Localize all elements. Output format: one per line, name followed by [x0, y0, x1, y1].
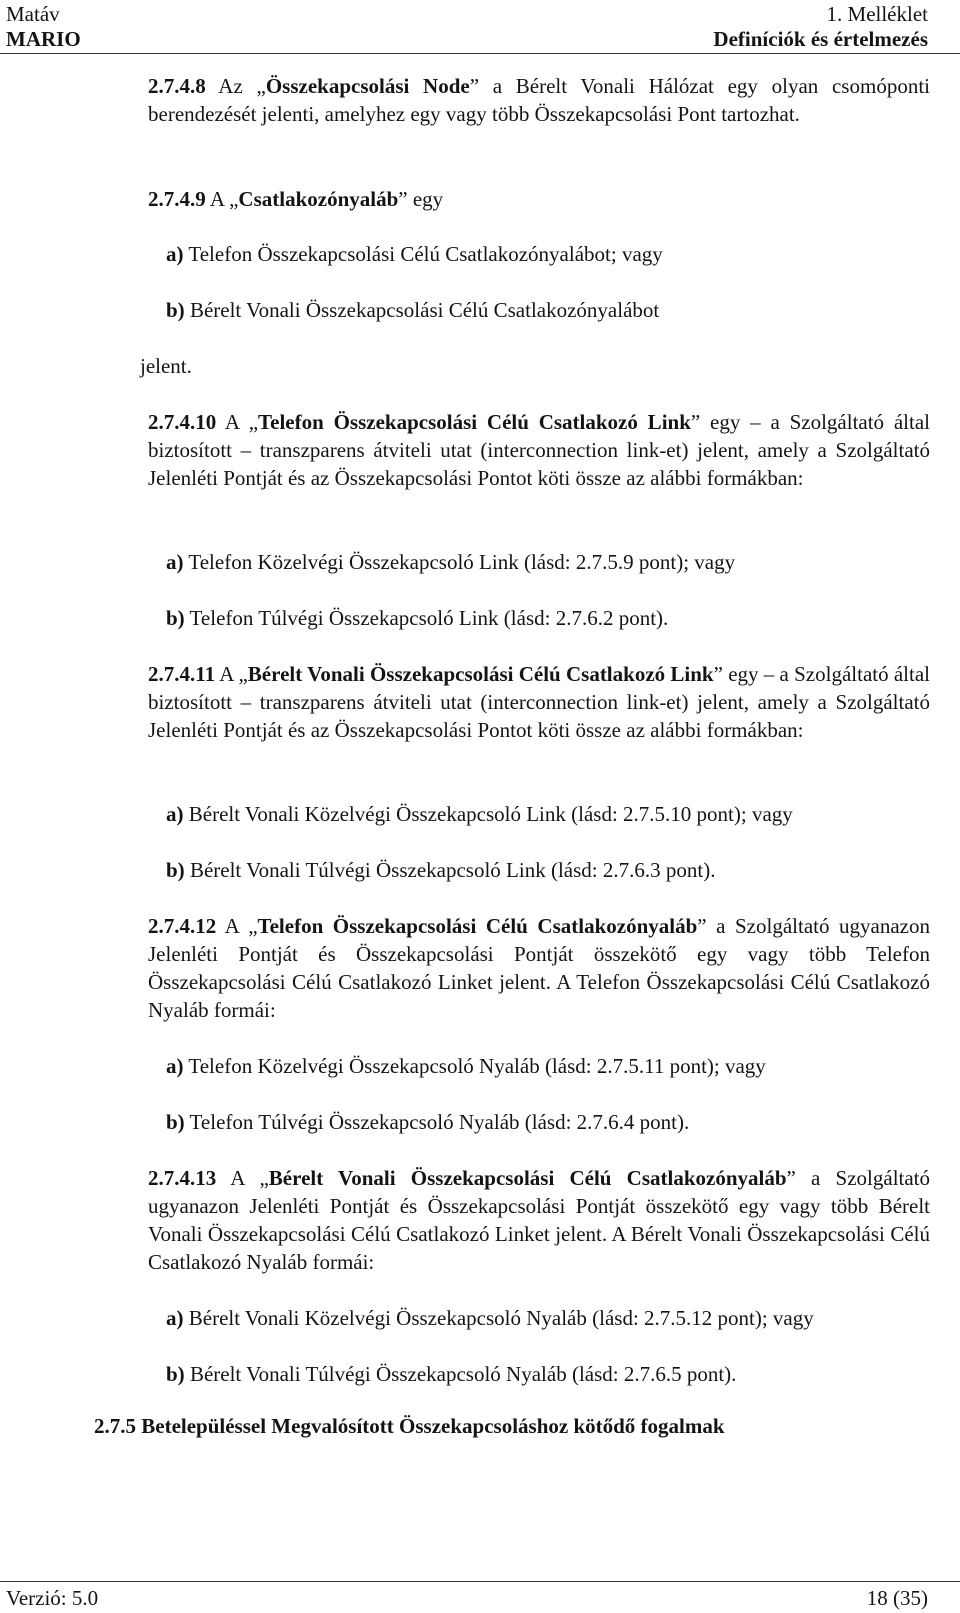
list-item-b: b) Bérelt Vonali Túlvégi Összekapcsoló Link (lásd: 2.7.6.3 pont).: [166, 858, 716, 882]
header-project: MARIO: [6, 27, 81, 51]
paragraph-2-7-4-11: 2.7.4.11 A „Bérelt Vonali Összekapcsolási Célú Csatlakozó Link” egy – a Szolgáltató által biztosított – transzparens átviteli utat (interconnection link-et) jelent, amely a Szolgáltató Jelenléti Pontját és az Összekapcsolási Pontot köti össze az alábbi formákban:: [148, 662, 930, 742]
paragraph-number: 2.7.4.11: [148, 662, 216, 686]
footer-page-number: 18 (35): [866, 1586, 928, 1610]
defined-term: Telefon Összekapcsolási Célú Csatlakozó Link: [258, 410, 691, 434]
closing-text: jelent.: [140, 354, 192, 378]
paragraph-2-7-4-8: 2.7.4.8 Az „Összekapcsolási Node” a Bérelt Vonali Hálózat egy olyan csomóponti berendezését jelenti, amelyhez egy vagy több Összekapcsolási Pont tartozhat.: [148, 74, 930, 126]
list-item-a: a) Telefon Közelvégi Összekapcsoló Nyaláb (lásd: 2.7.5.11 pont); vagy: [166, 1054, 766, 1078]
list-item-b: b) Telefon Túlvégi Összekapcsoló Link (lásd: 2.7.6.2 pont).: [166, 606, 669, 630]
header-annex: 1. Melléklet: [826, 2, 928, 26]
defined-term: Összekapcsolási Node: [265, 74, 470, 98]
paragraph-2-7-4-12: 2.7.4.12 A „Telefon Összekapcsolási Célú Csatlakozónyaláb” a Szolgáltató ugyanazon Jelenléti Pontját és Összekapcsolási Pontját összekötő egy vagy több Telefon Összekapcsolási Célú Csatlakozó Linket jelent. A Telefon Összekapcsolási Célú Csatlakozó Nyaláb formái:: [148, 914, 930, 1022]
defined-term: Bérelt Vonali Összekapcsolási Célú Csatlakozó Link: [247, 662, 714, 686]
list-item-b: b) Bérelt Vonali Túlvégi Összekapcsoló Nyaláb (lásd: 2.7.6.5 pont).: [166, 1362, 737, 1386]
list-item-b: b) Telefon Túlvégi Összekapcsoló Nyaláb (lásd: 2.7.6.4 pont).: [166, 1110, 690, 1134]
paragraph-number: 2.7.4.13: [148, 1166, 217, 1190]
defined-term: Telefon Összekapcsolási Célú Csatlakozónyaláb: [257, 914, 698, 938]
paragraph-2-7-4-10: 2.7.4.10 A „Telefon Összekapcsolási Célú Csatlakozó Link” egy – a Szolgáltató által biztosított – transzparens átviteli utat (interconnection link-et) jelent, amely a Szolgáltató Jelenléti Pontját és az Összekapcsolási Pontot köti össze az alábbi formákban:: [148, 410, 931, 490]
list-item-a: a) Telefon Közelvégi Összekapcsoló Link (lásd: 2.7.5.9 pont); vagy: [166, 550, 736, 574]
header-divider: [0, 53, 960, 54]
defined-term: Bérelt Vonali Összekapcsolási Célú Csatlakozónyaláb: [268, 1166, 787, 1190]
footer-divider: [0, 1581, 960, 1582]
paragraph-number: 2.7.4.10: [148, 410, 217, 434]
list-item-a: a) Bérelt Vonali Közelvégi Összekapcsoló Nyaláb (lásd: 2.7.5.12 pont); vagy: [166, 1306, 814, 1330]
paragraph-number: 2.7.4.8: [148, 74, 206, 98]
section-heading: 2.7.5 Betelepüléssel Megvalósított Összekapcsoláshoz kötődő fogalmak: [94, 1414, 725, 1438]
footer-version: Verzió: 5.0: [6, 1586, 99, 1610]
header-company: Matáv: [6, 2, 60, 26]
list-item-a: a) Telefon Összekapcsolási Célú Csatlakozónyalábot; vagy: [166, 242, 663, 266]
paragraph-2-7-4-9: 2.7.4.9 A „Csatlakozónyaláb” egy: [148, 187, 444, 211]
paragraph-2-7-4-13: 2.7.4.13 A „Bérelt Vonali Összekapcsolási Célú Csatlakozónyaláb” a Szolgáltató ugyanazon Jelenléti Pontját és Összekapcsolási Pontját összekötő egy vagy több Bérelt Vonali Összekapcsolási Célú Csatlakozó Linket jelent. A Bérelt Vonali Összekapcsolási Célú Csatlakozó Nyaláb formái:: [148, 1166, 931, 1274]
paragraph-number: 2.7.4.9: [148, 187, 206, 211]
header-section-title: Definíciók és értelmezés: [713, 27, 928, 51]
list-item-a: a) Bérelt Vonali Közelvégi Összekapcsoló Link (lásd: 2.7.5.10 pont); vagy: [166, 802, 793, 826]
defined-term: Csatlakozónyaláb: [238, 187, 399, 211]
paragraph-number: 2.7.4.12: [148, 914, 217, 938]
list-item-b: b) Bérelt Vonali Összekapcsolási Célú Csatlakozónyalábot: [166, 298, 660, 322]
